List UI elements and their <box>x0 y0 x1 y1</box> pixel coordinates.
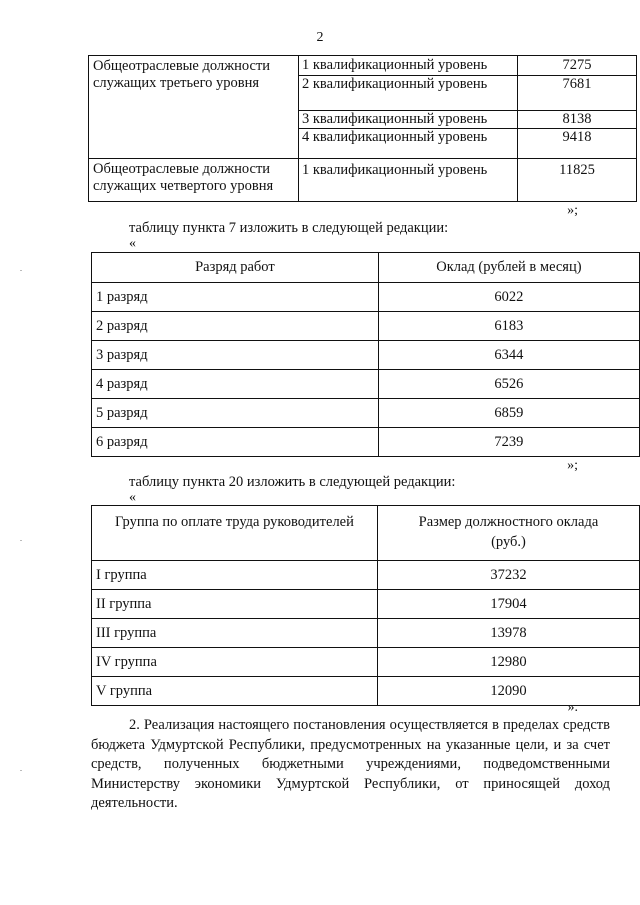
grade-cell: 2 разряд <box>92 312 379 341</box>
section-intro: таблицу пункта 7 изложить в следующей редакции: <box>129 220 449 236</box>
salary-cell: 17904 <box>377 590 639 619</box>
salary-cell: 12090 <box>377 677 639 706</box>
salary-table-work-grades <box>91 252 640 457</box>
table-row <box>92 677 640 706</box>
group-cell: IV группа <box>92 648 378 677</box>
grade-cell: 6 разряд <box>92 428 379 457</box>
closing-quote: ». <box>567 700 578 715</box>
value-cell <box>518 56 637 159</box>
body-paragraph: 2. Реализация настоящего постановления осуществляется в пределах средств бюджета Удмуртской Республики, предусмотренных на указанные цели, и за счет средств, полученных бюджетными учреждениями, подведомственными Министерству экономики Удмуртской Республики, от приносящей доход деятельности. <box>91 717 610 811</box>
level-value: 7681 <box>562 76 592 92</box>
section-intro: таблицу пункта 20 изложить в следующей редакции: <box>129 474 456 490</box>
salary-table-manager-groups <box>91 505 640 706</box>
closing-quote: »; <box>567 458 578 473</box>
salary-cell: 6183 <box>378 312 639 341</box>
level-value: 7275 <box>562 57 592 73</box>
grade-cell: 5 разряд <box>92 399 379 428</box>
salary-cell: 37232 <box>377 561 639 590</box>
table-row <box>92 561 640 590</box>
level-value: 8138 <box>562 111 592 127</box>
salary-cell: 6526 <box>378 370 639 399</box>
group-cell: Общеотраслевые должности служащих третьего уровня <box>89 56 299 159</box>
closing-quote: »; <box>567 203 578 218</box>
table-row <box>92 283 640 312</box>
level-label: 1 квалификационный уровень <box>299 159 518 202</box>
table-header-row <box>92 506 640 561</box>
salary-cell: 6344 <box>378 341 639 370</box>
table-row <box>92 590 640 619</box>
grade-cell: 1 разряд <box>92 283 379 312</box>
opening-quote: « <box>129 490 136 505</box>
table-row <box>92 619 640 648</box>
level-label: 3 квалификационный уровень <box>302 111 488 127</box>
salary-cell: 13978 <box>377 619 639 648</box>
scan-mark <box>20 540 22 541</box>
level-label: 1 квалификационный уровень <box>302 57 488 73</box>
level-label: 2 квалификационный уровень <box>302 76 488 92</box>
salary-table-qualification-levels <box>88 55 637 202</box>
table-header-row <box>92 253 640 283</box>
level-value: 11825 <box>518 159 637 202</box>
level-label: 4 квалификационный уровень <box>302 129 488 145</box>
salary-cell: 12980 <box>377 648 639 677</box>
group-cell: I группа <box>92 561 378 590</box>
page-number: 2 <box>316 30 324 45</box>
column-header: Размер должностного оклада (руб.) <box>377 506 639 561</box>
salary-cell: 6859 <box>378 399 639 428</box>
table-row <box>92 428 640 457</box>
column-header: Оклад (рублей в месяц) <box>378 253 639 283</box>
grade-cell: 4 разряд <box>92 370 379 399</box>
scan-mark <box>20 270 22 271</box>
table-row <box>89 159 637 202</box>
group-cell: II группа <box>92 590 378 619</box>
grade-cell: 3 разряд <box>92 341 379 370</box>
group-cell: Общеотраслевые должности служащих четвертого уровня <box>89 159 299 202</box>
group-cell: V группа <box>92 677 378 706</box>
salary-cell: 6022 <box>378 283 639 312</box>
group-cell: III группа <box>92 619 378 648</box>
table-row <box>92 341 640 370</box>
table-row <box>89 56 637 159</box>
salary-cell: 7239 <box>378 428 639 457</box>
level-cell <box>299 56 518 159</box>
table-row <box>92 399 640 428</box>
opening-quote: « <box>129 236 136 251</box>
column-header: Группа по оплате труда руководителей <box>92 506 378 561</box>
table-row <box>92 370 640 399</box>
column-header: Разряд работ <box>92 253 379 283</box>
scan-mark <box>20 770 22 771</box>
table-row <box>92 312 640 341</box>
table-row <box>92 648 640 677</box>
level-value: 9418 <box>562 129 592 145</box>
